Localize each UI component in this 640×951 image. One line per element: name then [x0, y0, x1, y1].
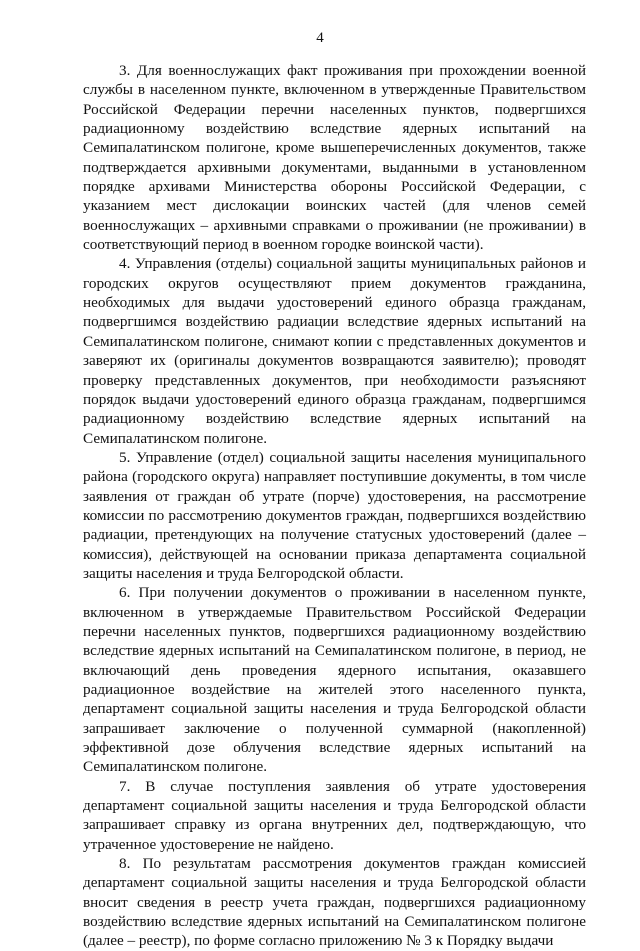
paragraph-5: 5. Управление (отдел) социальной защиты населения муниципального района (городского округа) направляет поступившие документы, в том числе заявления от граждан об утрате (порче) удостоверения, на рассмотрение комиссии по рассмотрению документов граждан, подвергшихся воздействию радиации, претендующих на получение статусных удостоверений (далее – комиссия), действующей на основании приказа департамента социальной защиты населения и труда Белгородской области.	[83, 448, 586, 582]
document-body	[83, 61, 586, 951]
paragraph-3: 3. Для военнослужащих факт проживания при прохождении военной службы в населенном пункте, включенном в утвержденные Правительством Российской Федерации перечни населенных пунктов, подвергшихся радиационному воздействию вследствие ядерных испытаний на Семипалатинском полигоне, кроме вышеперечисленных документов, также подтверждается архивными документами, выданными в установленном порядке архивами Министерства обороны Российской Федерации, с указанием мест дислокации воинских частей (для членов семей военнослужащих – архивными справками о проживании (не проживании) в соответствующий период в военном городке воинской части).	[83, 62, 586, 254]
paragraph-7: 7. В случае поступления заявления об утрате удостоверения департамент социальной защиты населения и труда Белгородской области запрашивает справку из органа внутренних дел, подтверждающую, что утраченное удостоверение не найдено.	[83, 777, 586, 853]
paragraph-8: 8. По результатам рассмотрения документов граждан комиссией департамент социальной защиты населения и труда Белгородской области вносит сведения в реестр учета граждан, подвергшихся радиационному воздействию вследствие ядерных испытаний на Семипалатинском полигоне (далее – реестр), по форме согласно приложению № 3 к Порядку выдачи	[83, 855, 586, 950]
paragraph-6: 6. При получении документов о проживании в населенном пункте, включенном в утверждаемые Правительством Российской Федерации перечни населенных пунктов, подвергшихся радиационному воздействию вследствие ядерных испытаний на Семипалатинском полигоне, в период, не включающий день проведения ядерного испытания, оказавшего радиационное воздействие на жителей этого населенного пункта, департамент социальной защиты населения и труда Белгородской области запрашивает заключение о полученной суммарной (накопленной) эффективной дозе облучения вследствие ядерных испытаний на Семипалатинском полигоне.	[83, 584, 586, 776]
page-number: 4	[316, 30, 324, 46]
paragraph-4: 4. Управления (отделы) социальной защиты муниципальных районов и городских округов осуществляют прием документов гражданина, необходимых для выдачи удостоверений единого образца гражданам, подвергшимся воздействию радиации вследствие ядерных испытаний на Семипалатинском полигоне, снимают копии с представленных документов и заверяют их (оригиналы документов возвращаются заявителю); проводят проверку представленных документов, при необходимости разъясняют порядок выдачи удостоверений единого образца гражданам, подвергшимся радиационному воздействию вследствие ядерных испытаний на Семипалатинском полигоне.	[83, 255, 586, 447]
